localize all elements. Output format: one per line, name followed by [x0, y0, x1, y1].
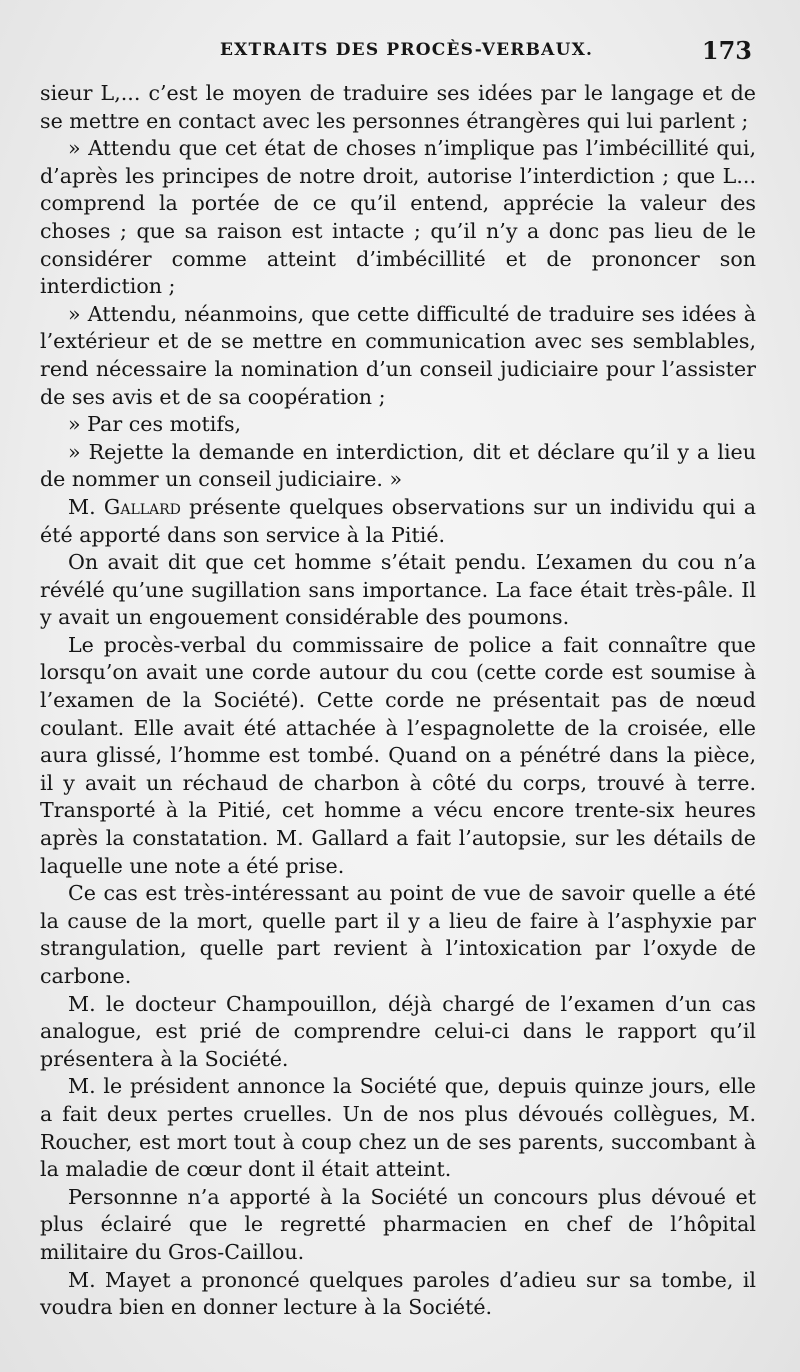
paragraph: sieur L,... c’est le moyen de traduire ses idées par le langage et de se mettre en contact avec les personnes étrangères qui lui parlent ; — [40, 81, 756, 133]
page-number: 173 — [701, 36, 752, 65]
paragraph: M. Mayet a prononcé quelques paroles d’adieu sur sa tombe, il voudra bien en donner lecture à la Société. — [40, 1267, 756, 1320]
paragraph: » Rejette la demande en interdiction, dit et déclare qu’il y a lieu de nommer un conseil judiciaire. » — [40, 439, 756, 492]
paragraph: Personnne n’a apporté à la Société un concours plus dévoué et plus éclairé que le regretté pharmacien en chef de l’hôpital militaire du Gros-Caillou. — [40, 1184, 756, 1264]
paragraph: » Attendu que cet état de choses n’implique pas l’imbécillité qui, d’après les principes de notre droit, autorise l’interdiction ; que L... comprend la portée de ce qu’il entend, apprécie la valeur des choses ; que sa raison est intacte ; qu’il n’y a donc pas lieu de le considérer comme atteint d’imbécillité et de prononcer son interdiction ; — [40, 136, 756, 299]
paragraph: Ce cas est très-intéressant au point de vue de savoir quelle a été la cause de la mort, quelle part il y a lieu de faire à l’asphyxie par strangulation, quelle part revient à l’intoxication par l’oxyde de carbone. — [40, 881, 756, 988]
speaker-name: M. Gallard — [68, 494, 181, 519]
paragraph — [40, 494, 756, 549]
paragraph: Le procès-verbal du commissaire de police a fait connaître que lorsqu’on avait une corde autour du cou (cette corde est soumise à l’examen de la Société). Cette corde ne présentait pas de nœud coulant. Elle avait été attachée à l’espagnolette de la croisée, elle aura glissé, l’homme est tombé. Quand on a pénétré dans la pièce, il y avait un réchaud de charbon à côté du corps, trouvé à terre. Transporté à la Pitié, cet homme a vécu encore trente-six heures après la constatation. M. Gallard a fait l’autopsie, sur les détails de laquelle une note a été prise. — [40, 632, 756, 878]
paragraph-text: présente quelques observations sur un individu qui a été apporté dans son service à la Pitié. — [40, 494, 756, 547]
running-title: EXTRAITS DES PROCÈS-VERBAUX. — [220, 40, 594, 60]
paragraph: M. le docteur Champouillon, déjà chargé de l’examen d’un cas analogue, est prié de comprendre celui-ci dans le rapport qu’il présentera à la Société. — [40, 991, 756, 1071]
paragraph: » Attendu, néanmoins, que cette difficulté de traduire ses idées à l’extérieur et de se mettre en communication avec ses semblables, rend nécessaire la nomination d’un conseil judiciaire pour l’assister de ses avis et de sa coopération ; — [40, 301, 756, 409]
paragraph: » Par ces motifs, — [68, 412, 242, 437]
paragraph: M. le président annonce la Société que, depuis quinze jours, elle a fait deux pertes cruelles. Un de nos plus dévoués collègues, M. Roucher, est mort tout à coup chez un de ses parents, succombant à la maladie de cœur dont il était atteint. — [40, 1074, 756, 1182]
page-header — [40, 36, 752, 70]
body-text — [40, 80, 756, 1322]
paragraph: On avait dit que cet homme s’était pendu. L’examen du cou n’a révélé qu’une sugillation sans importance. La face était très-pâle. Il y avait un engouement considérable des poumons. — [40, 550, 756, 630]
